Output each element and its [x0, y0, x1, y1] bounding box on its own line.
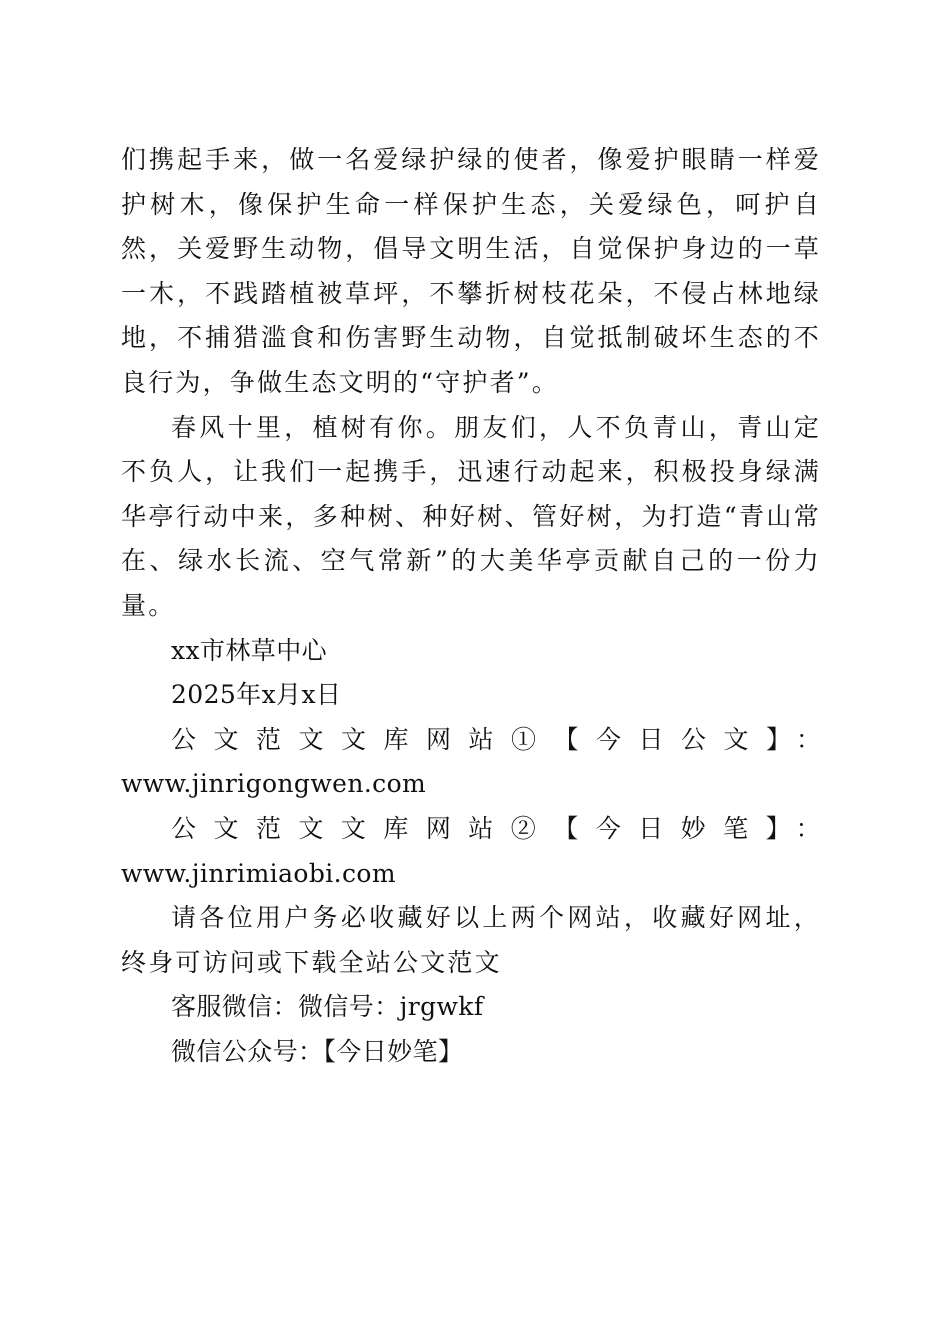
website-1-url[interactable]: www.jinrigongwen.com [121, 769, 427, 799]
website-2-line[interactable]: 公文范文文库网站②【今日妙笔】：www.jinrimiaobi.com [121, 813, 821, 888]
signature-organization: xx市林草中心 [171, 635, 327, 665]
bookmark-notice: 请各位用户务必收藏好以上两个网站，收藏好网址，终身可访问或下载全站公文范文 [121, 903, 821, 977]
body-paragraph-spring: 春风十里，植树有你。朋友们，人不负青山，青山定不负人，让我们一起携手，迅速行动起来，积极投身绿满华亭行动中来，多种树、种好树、管好树，为打造“青山常在、绿水长流、空气常新”的大美华亭贡献自己的一份力量。 [121, 412, 821, 620]
body-paragraph-continued: 们携起手来，做一名爱绿护绿的使者，像爱护眼睛一样爱护树木，像保护生命一样保护生态，关爱绿色，呵护自然，关爱野生动物，倡导文明生活，自觉保护身边的一草一木，不践踏植被草坪，不攀折树枝花朵，不侵占林地绿地，不捕猎滥食和伤害野生动物，自觉抵制破坏生态的不良行为，争做生态文明的“守护者”。 [121, 145, 821, 397]
website-1-label: 公文范文文库网站①【今日公文】： [171, 724, 821, 754]
document-body [121, 138, 821, 1074]
customer-service-wechat: 客服微信：微信号：jrgwkf [171, 992, 484, 1022]
signature-date: 2025年x月x日 [171, 680, 342, 710]
official-account: 微信公众号：【今日妙笔】 [171, 1036, 464, 1066]
